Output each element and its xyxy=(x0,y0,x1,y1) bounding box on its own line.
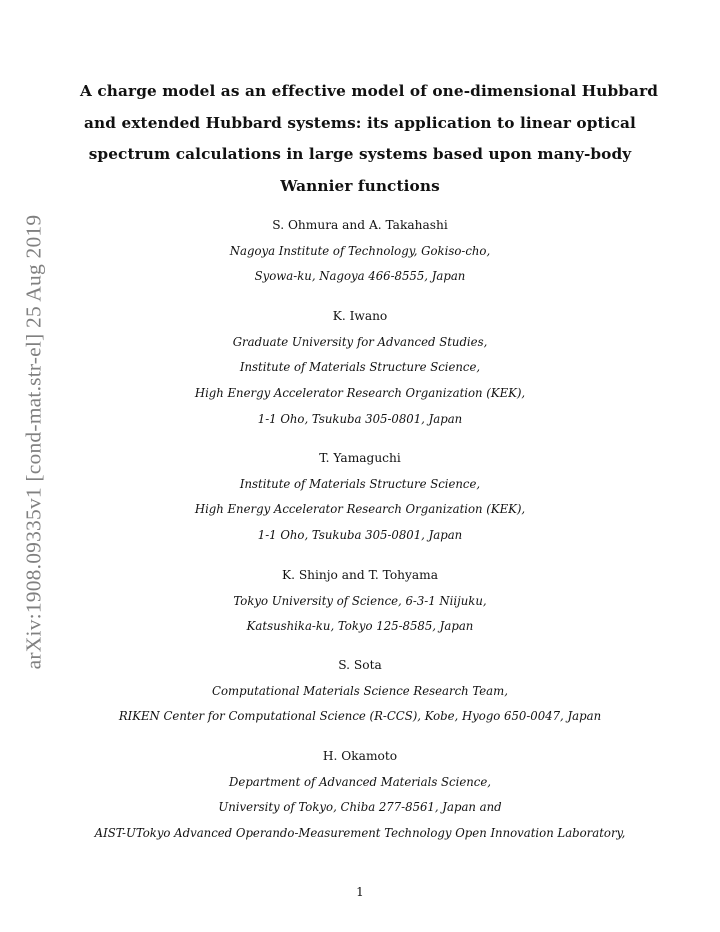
author-group xyxy=(60,304,660,433)
affiliation-line: 1-1 Oho, Tsukuba 305-0801, Japan xyxy=(257,411,463,426)
affiliation-line: Katsushika-ku, Tokyo 125-8585, Japan xyxy=(246,619,474,634)
author-names: K. Shinjo and T. Tohyama xyxy=(281,568,438,582)
author-group xyxy=(60,563,660,640)
affiliation-line: 1-1 Oho, Tsukuba 305-0801, Japan xyxy=(257,528,463,543)
author-names: S. Ohmura and A. Takahashi xyxy=(272,218,448,232)
affiliation-line: Graduate University for Advanced Studies, xyxy=(232,334,488,349)
author-names: S. Sota xyxy=(338,658,382,672)
title-line: spectrum calculations in large systems based upon many-body xyxy=(88,145,632,164)
arxiv-identifier: arXiv:1908.09335v1 [cond-mat.str-el] 25 Aug 2019 xyxy=(21,214,46,670)
paper-title xyxy=(80,76,659,203)
affiliation-line: RIKEN Center for Computational Science (R-CCS), Kobe, Hyogo 650-0047, Japan xyxy=(118,709,602,724)
author-group xyxy=(60,653,660,730)
author-names: K. Iwano xyxy=(332,309,388,323)
affiliation-line: Syowa-ku, Nagoya 466-8555, Japan xyxy=(254,269,466,284)
title-line: and extended Hubbard systems: its application to linear optical xyxy=(84,113,636,132)
author-group xyxy=(60,213,660,290)
affiliation-line: Computational Materials Science Research Team, xyxy=(212,683,508,698)
title-line: Wannier functions xyxy=(280,177,440,196)
affiliation-line: Tokyo University of Science, 6-3-1 Niijuku, xyxy=(233,593,487,608)
affiliation-line: High Energy Accelerator Research Organization (KEK), xyxy=(194,386,526,401)
author-names: T. Yamaguchi xyxy=(319,451,401,465)
title-line: A charge model as an effective model of one-dimensional Hubbard xyxy=(80,82,659,100)
affiliation-line: University of Tokyo, Chiba 277-8561, Japan and xyxy=(218,800,502,815)
affiliation-line: AIST-UTokyo Advanced Operando-Measurement Technology Open Innovation Laboratory, xyxy=(94,826,626,841)
affiliation-line: Nagoya Institute of Technology, Gokiso-cho, xyxy=(229,243,491,258)
affiliation-line: Department of Advanced Materials Science, xyxy=(229,774,491,789)
affiliation-line: Institute of Materials Structure Science, xyxy=(239,360,481,375)
author-group xyxy=(60,446,660,549)
page-number: 1 xyxy=(356,885,364,899)
affiliation-line: High Energy Accelerator Research Organization (KEK), xyxy=(194,502,526,517)
affiliation-line: Institute of Materials Structure Science, xyxy=(239,476,481,491)
author-names: H. Okamoto xyxy=(322,749,398,763)
author-group xyxy=(60,744,660,847)
